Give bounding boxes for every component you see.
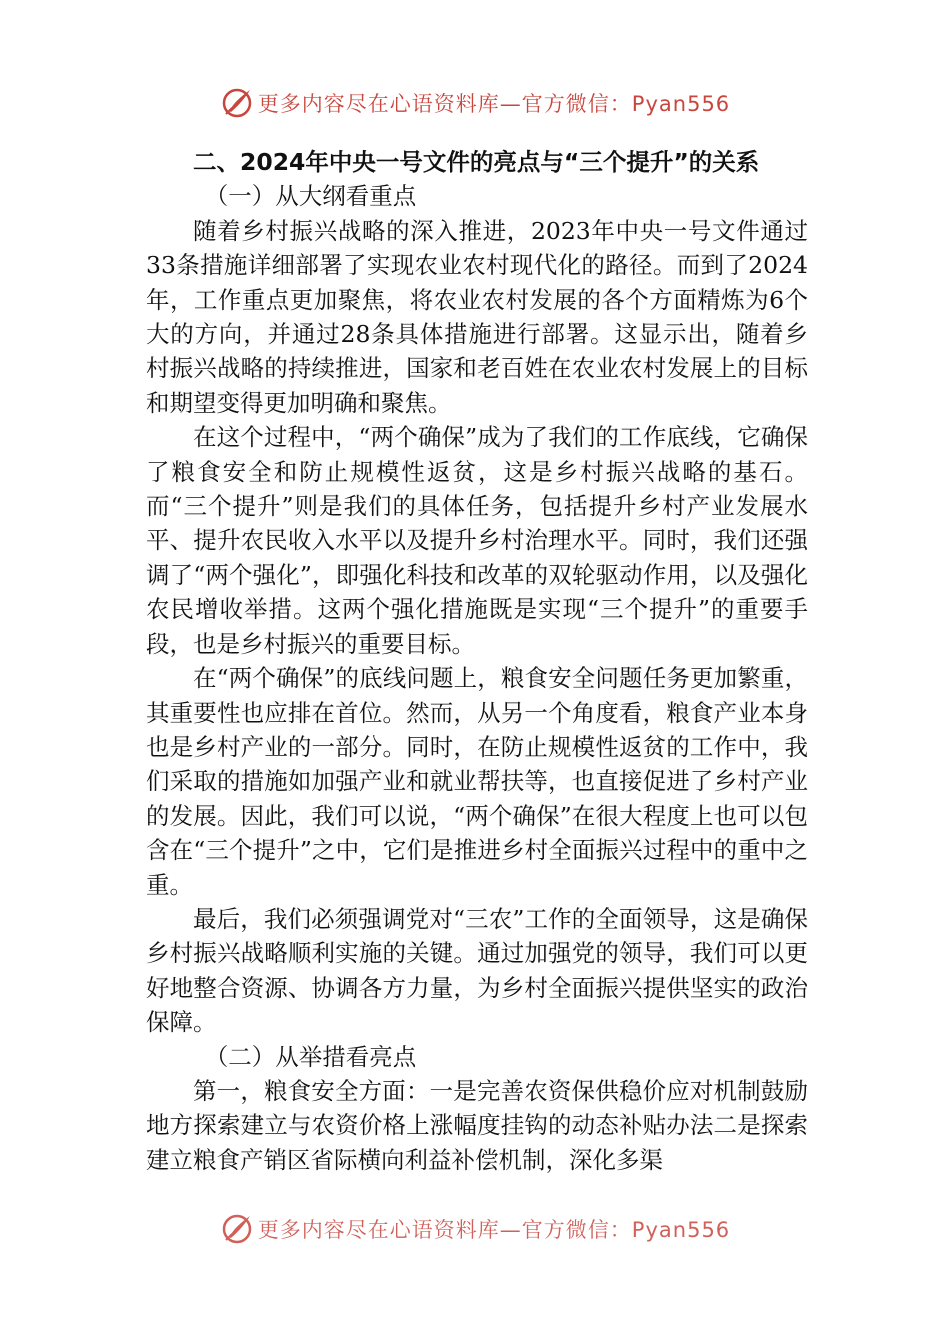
subsection-title-1: （一）从大纲看重点 bbox=[204, 182, 417, 211]
paragraph-3: 在“两个确保”的底线问题上，粮食安全问题任务更加繁重，其重要性也应排在首位。然而，从另一个角度看，粮食产业本身也是乡村产业的一部分。同时，在防止规模性返贫的工作中，我们采取的措施如加强产业和就业帮扶等，也直接促进了乡村产业的发展。因此，我们可以说，“两个确保”在很大程度上也可以包含在“三个提升”之中，它们是推进乡村全面振兴过程中的重中之重。 bbox=[146, 664, 808, 899]
paragraph-1: 随着乡村振兴战略的深入推进，2023年中央一号文件通过33条措施详细部署了实现农业农村现代化的路径。而到了2024年，工作重点更加聚焦，将农业农村发展的各个方面精炼为6个大的方向，并通过28条具体措施进行部署。这显示出，随着乡村振兴战略的持续推进，国家和老百姓在农业农村发展上的目标和期望变得更加明确和聚焦。 bbox=[146, 216, 808, 417]
quill-circle-icon bbox=[220, 1212, 254, 1246]
subsection-title-2: （二）从举措看亮点 bbox=[204, 1042, 417, 1071]
watermark-header bbox=[0, 86, 950, 120]
paragraph-5: 第一，粮食安全方面：一是完善农资保供稳价应对机制鼓励地方探索建立与农资价格上涨幅度挂钩的动态补贴办法二是探索建立粮食产销区省际横向利益补偿机制，深化多渠 bbox=[146, 1076, 808, 1174]
document-body bbox=[146, 145, 808, 1177]
paragraph-2: 在这个过程中，“两个确保”成为了我们的工作底线，它确保了粮食安全和防止规模性返贫，这是乡村振兴战略的基石。而“三个提升”则是我们的具体任务，包括提升乡村产业发展水平、提升农民收入水平以及提升乡村治理水平。同时，我们还强调了“两个强化”，即强化科技和改革的双轮驱动作用，以及强化农民增收举措。这两个强化措施既是实现“三个提升”的重要手段，也是乡村振兴的重要目标。 bbox=[146, 423, 808, 658]
quill-circle-icon bbox=[220, 86, 254, 120]
watermark-text: 更多内容尽在心语资料库—官方微信：Pyan556 bbox=[257, 92, 731, 116]
watermark-text: 更多内容尽在心语资料库—官方微信：Pyan556 bbox=[257, 1218, 731, 1242]
section-heading: 二、2024年中央一号文件的亮点与“三个提升”的关系 bbox=[193, 148, 760, 176]
watermark-footer bbox=[0, 1212, 950, 1246]
paragraph-4: 最后，我们必须强调党对“三农”工作的全面领导，这是确保乡村振兴战略顺利实施的关键。通过加强党的领导，我们可以更好地整合资源、协调各方力量，为乡村全面振兴提供坚实的政治保障。 bbox=[146, 904, 808, 1037]
